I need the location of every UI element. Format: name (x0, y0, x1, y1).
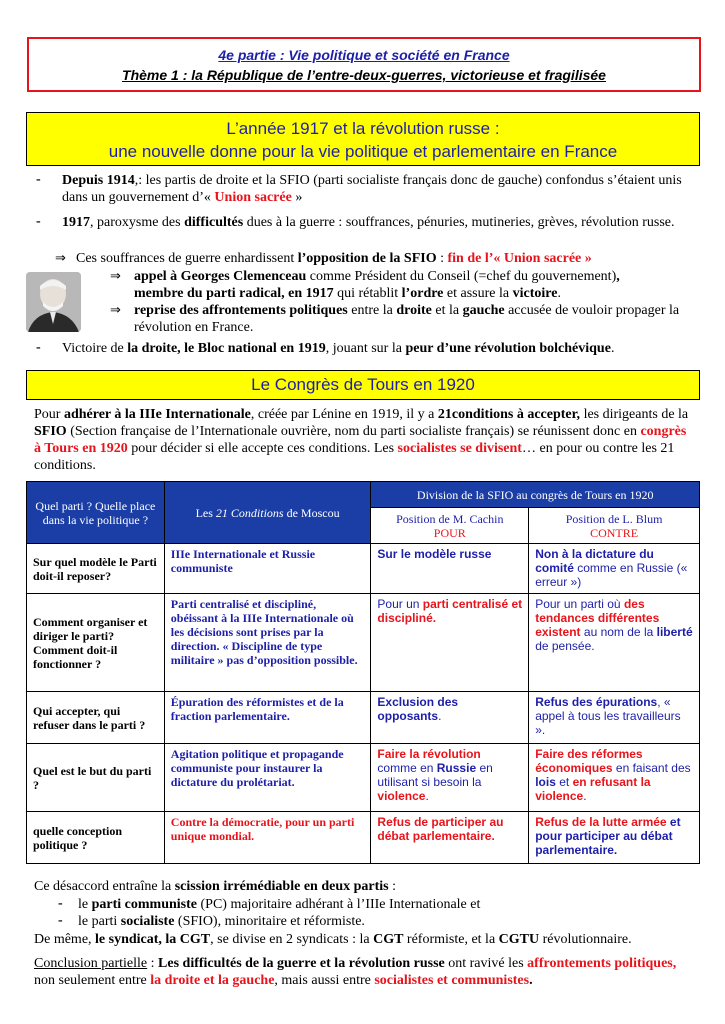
row-blum (529, 692, 700, 744)
text-bold: l’opposition de la SFIO (297, 251, 437, 266)
text: (Section française de l’Internationale ouvrière, nom du parti socialiste français) se réunissent donc en (66, 424, 641, 439)
row-blum (529, 744, 700, 812)
text: comme Président du Conseil (=chef du gouvernement) (306, 269, 617, 284)
scission-line (34, 878, 696, 895)
text-bold: parti communiste (91, 897, 197, 912)
text: en faisant des (612, 761, 691, 775)
text-italic: 21 Conditions (215, 505, 284, 520)
text: réformiste, et la (403, 932, 499, 947)
text-bold: membre du parti radical, en 1917 (134, 286, 334, 301)
text: de Moscou (283, 505, 340, 520)
text: , mais aussi entre (274, 973, 375, 988)
text-red: violence (377, 789, 426, 803)
row-condition: Agitation politique et propagande communiste pour instaurer la dictature du prolétariat. (164, 744, 371, 812)
row-question: Quel est le but du parti ? (27, 744, 165, 812)
text: Victoire de (62, 341, 128, 356)
tours-comparison-table (26, 481, 700, 864)
text: , (616, 269, 620, 284)
text-bold: victoire (512, 286, 558, 301)
text-bold: adhérer à la IIIe Internationale (63, 407, 251, 422)
text-red: parti centralisé et discipliné. (377, 597, 523, 625)
arrow-right-icon: ⇒ (110, 303, 121, 318)
arrow-right-icon: ⇒ (110, 269, 121, 284)
text-underline: Conclusion partielle (34, 956, 148, 971)
text: et la (431, 303, 463, 318)
text: . (438, 709, 442, 723)
text: et (555, 775, 573, 789)
row-question: quelle conception politique ? (27, 812, 165, 864)
table-row (27, 594, 700, 692)
row-cachin (371, 692, 529, 744)
text-bold: SFIO (34, 424, 67, 439)
clemenceau-portrait (26, 272, 81, 332)
text: , jouant sur la (325, 341, 406, 356)
arrow-affrontements (134, 302, 694, 336)
row-condition: Parti centralisé et discipliné, obéissant à la IIIe Internationale où les décisions sont prises par la direction. « Discipline de type militaire » pas d’opposition possible. (164, 594, 371, 692)
text: . (425, 789, 429, 803)
section-title-1917 (26, 112, 700, 166)
list-item-sfio (78, 913, 696, 930)
text: , créée par Lénine en 1919, il y a (250, 407, 438, 422)
text: de pensée. (535, 639, 595, 653)
bullet-dash: - (36, 340, 41, 355)
text: Ces souffrances de guerre enhardissent (76, 251, 298, 266)
date-1917: 1917 (62, 215, 90, 230)
row-cachin: Refus de participer au débat parlementaire. (371, 812, 529, 864)
text-bold: appel à Georges Clemenceau (134, 269, 307, 284)
text-red: Refus de la lutte armée (535, 815, 667, 829)
text-red: socialistes et communistes (374, 973, 530, 988)
bullet-dash: - (36, 172, 41, 187)
text: , « appel à tous les travailleurs ». (535, 695, 681, 737)
text: : (436, 251, 448, 266)
text: entre la (347, 303, 397, 318)
row-blum (529, 812, 700, 864)
text-bold: difficultés (184, 215, 244, 230)
list-item-pc (78, 896, 696, 913)
text-red: en refusant la violence (535, 775, 651, 803)
text: (PC) majoritaire adhérant à l’IIIe Internationale et (197, 897, 481, 912)
text: et assure la (443, 286, 513, 301)
text-bold: lois (535, 775, 556, 789)
arrow-sfio-opposition (76, 250, 696, 267)
text: . (610, 341, 615, 356)
conclusion-partielle (34, 955, 696, 989)
text: et pour participer au débat parlementaire. (535, 815, 681, 857)
text-bold: 21conditions à accepter, (437, 407, 581, 422)
text: dues à la guerre : souffrances, pénuries, mutineries, grèves, révolution russe. (243, 215, 675, 230)
bullet-dash: - (36, 214, 41, 229)
text-red: affrontements politiques, (527, 956, 677, 971)
text: Ce désaccord entraîne la (34, 879, 175, 894)
text: en utilisant si besoin la (377, 761, 493, 789)
text: révolutionnaire. (539, 932, 632, 947)
text: … en pour ou contre les 21 conditions. (34, 441, 675, 473)
cgt-line (34, 931, 696, 948)
text-bold: le syndicat, la CGT (95, 932, 211, 947)
table-header-row (27, 482, 700, 508)
row-condition: IIIe Internationale et Russie communiste (164, 544, 371, 594)
text-bold: la droite, le Bloc national en 1919 (127, 341, 326, 356)
text-bold: Russie (436, 761, 477, 775)
row-cachin (371, 744, 529, 812)
text-bold: l’ordre (401, 286, 444, 301)
bullet-1919 (62, 340, 692, 357)
text-bold: scission irrémédiable en deux partis (174, 879, 389, 894)
row-blum (529, 594, 700, 692)
bullet-dash: - (58, 896, 63, 911)
title1-line2: une nouvelle donne pour la vie politique et parlementaire en France (108, 142, 618, 161)
text-bold: gauche (462, 303, 505, 318)
row-blum: Non à la dictature du comité comme en Russie (« erreur ») (529, 544, 700, 594)
row-question: Sur quel modèle le Parti doit-il reposer? (27, 544, 165, 594)
text-bold: peur d’une révolution bolchévique (405, 341, 611, 356)
text: . (583, 789, 587, 803)
text-bold: liberté (656, 625, 693, 639)
text: pour décider si elle accepte ces conditions. Les (127, 441, 398, 456)
text-red: Faire des réformes économiques (535, 747, 643, 775)
header-part-title: 4e partie : Vie politique et société en France (218, 47, 510, 63)
text: au nom de la (580, 625, 657, 639)
text: le (78, 897, 92, 912)
row-cachin: Sur le modèle russe (371, 544, 529, 594)
text-bold: Exclusion des opposants (377, 695, 459, 723)
header-question: Quel parti ? Quelle place dans la vie politique ? (27, 482, 165, 544)
text: : (147, 956, 159, 971)
title1-line1: L’année 1917 et la révolution russe : (226, 119, 500, 138)
text: Pour un parti où (535, 597, 624, 611)
text: . (529, 973, 533, 988)
row-question: Comment organiser et diriger le parti? Comment doit-il fonctionner ? (27, 594, 165, 692)
text: , paroxysme des (90, 215, 185, 230)
text: les dirigeants de la (580, 407, 689, 422)
text: comme en (377, 761, 437, 775)
text-bold: Les difficultés de la guerre et la révolution russe (158, 956, 445, 971)
text: . (557, 286, 561, 301)
text: Les (195, 505, 216, 520)
text-bold: reprise des affrontements politiques (134, 303, 348, 318)
bullet-1917 (62, 214, 692, 231)
union-sacree: Union sacrée (214, 190, 292, 205)
table-row (27, 692, 700, 744)
text: Pour un (377, 597, 423, 611)
text: qui rétablit (333, 286, 402, 301)
header-theme-title: Thème 1 : la République de l’entre-deux-guerres, victorieuse et fragilisée (122, 67, 606, 83)
text: le parti (78, 914, 121, 929)
arrow-clemenceau (134, 268, 694, 302)
table-row (27, 544, 700, 594)
table-row (27, 744, 700, 812)
text-red: des tendances différentes existent (535, 597, 660, 639)
row-question: Qui accepter, qui refuser dans le parti ? (27, 692, 165, 744)
text-red: congrès à Tours en 1920 (34, 424, 687, 456)
text: De même, (34, 932, 96, 947)
text-red: la droite et la gauche (150, 973, 275, 988)
row-cachin (371, 594, 529, 692)
header-conditions (164, 482, 371, 544)
header-cachin (371, 508, 529, 544)
text: : (388, 879, 396, 894)
text: Position de L. Blum (565, 511, 663, 526)
text: non seulement entre (34, 973, 151, 988)
text: accusée de vouloir propager la révolution en France. (134, 303, 680, 335)
text-bold: CGTU (498, 932, 540, 947)
text-red: fin de l’« Union sacrée » (447, 251, 592, 266)
text: » (291, 190, 303, 205)
text-bold: CGT (373, 932, 404, 947)
row-condition: Épuration des réformistes et de la fraction parlementaire. (164, 692, 371, 744)
tours-intro (34, 406, 696, 474)
arrow-right-icon: ⇒ (55, 251, 66, 266)
date-1914: Depuis 1914 (62, 173, 135, 188)
table-row (27, 812, 700, 864)
text-red: CONTRE (590, 525, 639, 540)
section-title-tours: Le Congrès de Tours en 1920 (26, 370, 700, 400)
text-bold: droite (396, 303, 432, 318)
text-red: Faire la révolution (377, 747, 481, 761)
portrait-svg (26, 272, 81, 332)
text-red: POUR (433, 525, 466, 540)
text-bold: socialiste (120, 914, 175, 929)
header-box (27, 37, 701, 92)
text-red: socialistes se divisent (397, 441, 522, 456)
text: Pour (34, 407, 64, 422)
row-condition: Contre la démocratie, pour un parti unique mondial. (164, 812, 371, 864)
text-bold: Refus des épurations (535, 695, 658, 709)
bullet-1914 (62, 172, 692, 206)
header-division: Division de la SFIO au congrès de Tours en 1920 (371, 482, 700, 508)
text: , se divise en 2 syndicats : la (210, 932, 374, 947)
text: (SFIO), minoritaire et réformiste. (174, 914, 365, 929)
text: ont ravivé les (444, 956, 528, 971)
text: ,: les partis de droite et la SFIO (parti socialiste français donc de gauche) confondus s’étaient unis dans un gouvernement d’« (62, 173, 682, 205)
bullet-dash: - (58, 913, 63, 928)
text: Position de M. Cachin (396, 511, 504, 526)
header-blum (529, 508, 700, 544)
